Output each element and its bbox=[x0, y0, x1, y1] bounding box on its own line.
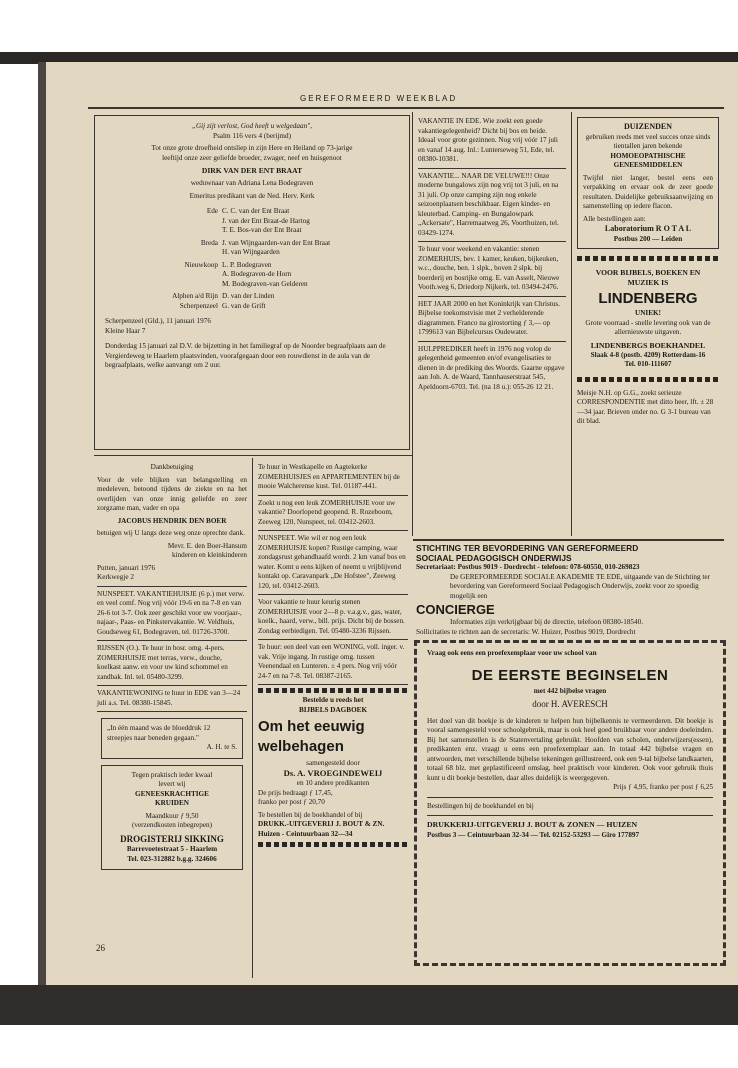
obituary-quote-ref: Psalm 116 vers 4 (berijmd) bbox=[213, 131, 291, 140]
relative-place: Alphen a/d Rijn bbox=[172, 292, 218, 301]
decorative-border bbox=[258, 842, 408, 847]
decorative-border bbox=[258, 688, 408, 693]
book-intro: Vraag ook eens een proefexemplaar voor uw school van bbox=[427, 649, 597, 657]
ad-text: Te huur: een deel van een WONING, voll. inger. v. vak. Vrije ingang. In rustige omg. tussen Veenendaal en Lunteren. ± 4 pers. Nog vrij vóór 24-7 en na 7-8. Tel. 08387-2165. bbox=[258, 643, 405, 680]
obituary-date: Scherpenzeel (Gld.), 11 januari 1976 bbox=[105, 317, 211, 326]
personal-ad: Meisje N.H. op G.G., zoekt serieuze CORRESPONDENTIE met ditto heer, lft. ± 28—34 jaar. Brieven onder no. G 3-1 bureau van dit blad. bbox=[577, 388, 714, 426]
herbs-price: Maandkuur ƒ 9,50 bbox=[145, 811, 199, 820]
obituary-title: Emeritus predikant van de Ned. Herv. Kerk bbox=[189, 191, 315, 200]
classified-ad bbox=[418, 300, 566, 342]
relative-name: A. Bodegraven-de Horn bbox=[222, 270, 292, 279]
book-sub: met 442 bijbelse vragen bbox=[533, 686, 607, 695]
classified-ad bbox=[258, 598, 408, 640]
ad-text: NUNSPEET. Wie wil er nog een leuk ZOMERHUISJE kopen? Rustige camping, waar zondagsrust gehandhaafd wordt. 2 km vanaf bos en water. Komt u eens kijken of neemt u vrijblijvend kontakt op. Caravanpark „De Hofstee", Zeeweg 120, tel. 03412-2603. bbox=[258, 534, 406, 590]
bible-publisher: Huizen - Ceintuurbaan 32—34 bbox=[258, 829, 353, 838]
school-body: De GEREFORMEERDE SOCIALE AKADEMIE TE EDE, uitgaande van de Stichting ter bevordering van Gereformeerd Sociaal Pedagogisch Onderwijs, zoekt voor zo spoedig mogelijk een bbox=[450, 572, 710, 600]
homeo-sub: gebruiken reeds met veel succes onze sinds tientallen jaren bekende bbox=[585, 132, 711, 151]
bible-intro: Bestelde u reeds het bbox=[302, 696, 364, 704]
quote-sign: A. H. te S. bbox=[206, 743, 237, 751]
linden-name: LINDENBERG bbox=[598, 290, 698, 308]
herbs-title: GENEESKRACHTIGE bbox=[135, 789, 209, 798]
classified-ad bbox=[258, 534, 408, 595]
book-body: Het doel van dit boekje is de kinderen te helpen hun bijbelkennis te vermeerderen. Dit boekje is vooral samengesteld voor schoolgebruik, maar is ook heel goed bruikbaar voor andere doeleinden. Bij het samenstellen is de Statenvertaling gebruikt. Hoofden van scholen, onderwijzers(essen), predikanten enz. vraagt u eens een proefexemplaar aan. In totaal 442 bijbelse vragen en antwoorden, met verschillende bijbelse tekeningen geïllustreerd, ook een 9-tal bijbelse landkaarten, totaal 68 blz. met geplastificeerd omslag, heel praktisch voor kinderen. Ook voor gebruik thuis kunt u dit boekje bestellen, daar alles duidelijk is weergegeven. bbox=[427, 716, 714, 782]
ad-text: VAKANTIEWONING te huur in EDE van 3—24 juli a.s. Tel. 08380-15845. bbox=[97, 689, 241, 707]
book-price: Prijs ƒ 4,95, franko per post ƒ 6,25 bbox=[613, 783, 713, 792]
thanks-body: Voor de vele blijken van belangstelling en medeleven, betoond tijdens de ziekte en na het overlijden van onze innig geliefde en zeer zorgzame man, vader en opa bbox=[97, 475, 247, 512]
school-title: STICHTING TER BEVORDERING VAN GEREFORMEERD bbox=[416, 543, 639, 553]
ad-text: NUNSPEET. VAKANTIEHUISJE (6 p.) met verw. en veel comf. Nog vrij vóór 19-6 en na 7-8 en van 26-6 tot 3-7. Ook zeer geschikt voor uw voorjaar-, najaar-, Paas- en Pinkstervakantie. W. Veldhuis, Goudseweg 61, Bodegraven, tel. 01726-3700. bbox=[97, 589, 245, 636]
linden-shop: LINDENBERGS BOEKHANDEL bbox=[590, 340, 706, 350]
book-title: DE EERSTE BEGINSELEN bbox=[471, 666, 669, 684]
homeopathy-ad bbox=[577, 117, 719, 249]
obituary-intro: leeftijd onze zeer geliefde broeder, zwager, neef en huisgenoot bbox=[162, 153, 342, 162]
herbs-address: Tel. 023-312882 b.g.g. 324606 bbox=[127, 854, 217, 863]
homeo-name: HOMOEOPATHISCHE bbox=[610, 151, 686, 160]
quote-text: „In één maand was de bloeddruk 12 streepjes naar beneden gegaan." bbox=[107, 724, 211, 742]
relative-name: G. van de Grift bbox=[222, 301, 266, 310]
scan-border-left bbox=[38, 62, 46, 988]
school-title: SOCIAAL PEDAGOGISCH ONDERWIJS bbox=[416, 553, 572, 564]
column-left bbox=[92, 460, 252, 980]
thanks-sign: Mevr. E. den Boer-Hansum bbox=[167, 541, 247, 550]
relative-place: Nieuwkoop bbox=[184, 260, 218, 269]
herbs-shop: DROGISTERIJ SIKKING bbox=[120, 833, 224, 844]
linden-unique: UNIEK! bbox=[635, 309, 661, 318]
linden-address: Slaak 4-8 (postb. 4209) Rotterdam-16 bbox=[590, 350, 706, 359]
publication-title: GEREFORMEERD WEEKBLAD bbox=[300, 94, 458, 103]
bible-author: Ds. A. VROEGINDEWEIJ bbox=[283, 768, 383, 778]
ad-text: Voor vakantie te huur keurig stenen ZOMERHUISJE voor 2—8 p. v.a.g.v., gas, water, koelk., haard, verw., bill. prijs. Dicht bij de bossen. Zondag eerbiedigen. Tel. 05480-3236 Rijssen. bbox=[258, 598, 405, 635]
obituary-intro: Tot onze grote droefheid ontsliep in zijn Here en Heiland op 73-jarige bbox=[151, 144, 353, 152]
classified-ad bbox=[418, 245, 566, 297]
homeo-lab: Postbus 200 — Leiden bbox=[613, 234, 683, 243]
book-address: Postbus 3 — Ceintuurbaan 32-34 — Tel. 02152-53293 — Giro 177897 bbox=[427, 830, 640, 839]
page-header bbox=[300, 94, 560, 106]
obituary-widower: weduwnaar van Adriana Lena Bodegraven bbox=[190, 179, 314, 188]
bible-publisher: DRUKK.-UITGEVERIJ J. BOUT & ZN. bbox=[258, 820, 385, 829]
ad-text: VAKANTIE... NAAR DE VELUWE!!! Onze moderne bungalows zijn nog vrij tot 3 juli, en na 31 juli. Op onze camping zijn nog enkele seizoenplaatsen beschikbaar. Eigen kinder- en kleuterbad. Camping- en Bungalowpark „Ackersate", Harremaatweg 26, Voorthuizen, tel. 03429-1274. bbox=[418, 171, 559, 237]
column-middle bbox=[253, 460, 413, 980]
herbs-title: KRUIDEN bbox=[155, 799, 189, 807]
book-ad bbox=[414, 640, 726, 966]
relative-place: Ede bbox=[206, 207, 218, 216]
bible-title: welbehagen bbox=[258, 738, 344, 756]
ad-text: HET JAAR 2000 en het Koninkrijk van Christus. Bijbelse toekomstvisie met 2 verhelderende diagrammen. Franco na girostorting ƒ 3,— op 1799613 van Bijbelcursus Oudewater. bbox=[418, 299, 561, 336]
ad-text: RIJSSEN (O.). Te huur in bosr. omg. 4-pers. ZOMERHUISJE met terras, verw., douche, koelkast aanw. en voor uw kind schommel en zandbak. Inl. tel. 05480-3299. bbox=[97, 644, 228, 681]
homeo-name: GENEESMIDDELEN bbox=[613, 161, 683, 170]
book-order: Bestellingen bij de boekhandel en bij bbox=[427, 801, 534, 810]
relative-place: Scherpenzeel bbox=[179, 301, 218, 310]
header-rule bbox=[88, 107, 724, 109]
relative-place: Breda bbox=[200, 238, 218, 247]
relative-name: D. van der Linden bbox=[222, 292, 275, 301]
decorative-border bbox=[577, 377, 719, 382]
linden-tel: Tel. 010-111607 bbox=[624, 360, 672, 369]
relative-name: C. C. van der Ent Braat bbox=[222, 207, 290, 216]
obituary-notice bbox=[94, 115, 410, 450]
homeo-lab: Laboratorium R O T A L bbox=[604, 224, 692, 234]
school-sollicitaties: Sollicitaties te richten aan de secretaris: W. Huizer, Postbus 9019, Dordrecht bbox=[416, 627, 636, 635]
obituary-relatives bbox=[105, 207, 399, 311]
thanks-name: JACOBUS HENDRIK DEN BOER bbox=[117, 516, 227, 525]
obituary-address: Kleine Haar 7 bbox=[105, 326, 146, 335]
herbs-ad bbox=[101, 765, 243, 871]
book-author: door H. AVERESCH bbox=[532, 699, 608, 709]
relative-name: T. E. Bos-van der Ent Braat bbox=[222, 226, 302, 235]
thanks-place: Kerkwegje 2 bbox=[97, 573, 134, 581]
bible-price: De prijs bedraagt ƒ 17,45, bbox=[258, 788, 333, 797]
thanks-sign: kinderen en kleinkinderen bbox=[171, 551, 247, 559]
herbs-intro: Tegen praktisch ieder kwaal bbox=[131, 770, 213, 779]
bible-diary-ad bbox=[258, 696, 408, 839]
classified-ad bbox=[97, 590, 247, 642]
relative-name: J. van Wijngaarden-van der Ent Braat bbox=[222, 238, 331, 247]
homeo-body: Twijfel niet langer, bestel eens een verpakking en ervaar ook de zeer goede resultaten. Duidelijke gebruiksaanwijzing en samenstelling op iedere flacon. bbox=[583, 173, 713, 211]
bible-order: Te bestellen bij de boekhandel of bij bbox=[258, 810, 363, 819]
ad-text: VAKANTIE IN EDE. Wie zoekt een goede vakantiegelegenheid? Dicht bij bos en heide. Ideaal voor grote gezinnen. Nog vrij vóór 17 juli en vanaf 14 aug. Inl.: Lunterseweg 51, Ede, tel. 08380-10381. bbox=[418, 117, 558, 163]
relative-name: L. P. Bodegraven bbox=[222, 260, 272, 269]
classified-ad bbox=[258, 499, 408, 532]
classified-ad bbox=[418, 117, 566, 169]
linden-head: MUZIEK IS bbox=[627, 278, 669, 288]
homeo-title: DUIZENDEN bbox=[623, 122, 672, 131]
thanks-place: Putten, januari 1976 bbox=[97, 563, 156, 572]
obituary-name: DIRK VAN DER ENT BRAAT bbox=[201, 166, 303, 175]
book-publisher: DRUKKERIJ-UITGEVERIJ J. BOUT & ZONEN — HUIZEN bbox=[427, 820, 638, 830]
school-info: Informaties zijn verkrijgbaar bij de directie, telefoon 08380-18540. bbox=[450, 618, 643, 627]
relative-name: H. van Wijngaarden bbox=[222, 248, 280, 257]
school-vacancy: CONCIERGE bbox=[416, 602, 495, 618]
bible-by: samengesteld door bbox=[306, 758, 360, 767]
classified-ad bbox=[258, 463, 408, 496]
ad-text: Zoekt u nog een leuk ZOMERHUISJE voor uw vakantie? Doorlopend geopend. R. Rozeboom, Zeeweg 120, Nunspeet, tel. 03412-2603. bbox=[258, 498, 396, 526]
ad-text: Te huur in Westkapelle en Aagtekerke ZOMERHUISJES en APPARTEMENTEN bij de mooie Walcherense kust. Tel. 01187-441. bbox=[258, 463, 400, 490]
obituary-quote: „Gij zijt verlost, God heeft u welgedaan", bbox=[191, 122, 312, 130]
classified-ad bbox=[418, 345, 566, 396]
ad-text: Te huur voor weekend en vakantie: stenen ZOMERHUIS, bev. 1 kamer, keuken, bijkeuken, w.c., douche, ben. 1 slpk., boven 2 slpk. bij boerderij en bosrijke omg. E. van Asselt, Nieuwe Vooth.weg 6, Driedorp Nijkerk, tel. 03494-2476. bbox=[418, 245, 560, 291]
relative-name: M. Bodegraven-van Gelderen bbox=[222, 279, 308, 288]
herbs-price: (verzendkosten inbegrepen) bbox=[131, 821, 213, 829]
decorative-border bbox=[577, 256, 719, 261]
bible-subject: BIJBELS DAGBOEK bbox=[298, 705, 368, 714]
thanks-notice bbox=[97, 463, 247, 587]
scan-border-bottom bbox=[0, 985, 738, 1025]
thanks-body: betuigen wij U langs deze weg onze oprechte dank. bbox=[97, 529, 245, 537]
bible-others: en 10 andere predikanten bbox=[296, 779, 370, 788]
column-4 bbox=[572, 114, 724, 538]
column-3 bbox=[413, 114, 571, 538]
classified-ad bbox=[258, 643, 408, 685]
quote-ad bbox=[101, 718, 243, 759]
bible-price: franko per post ƒ 20,70 bbox=[258, 798, 325, 807]
ad-text: HULPPREDIKER heeft in 1976 nog volop de gelegenheid gemeenten en/of evangelisaties te dienen in de prediking des Woords. Gaarne opgave aan Joh. A. de Waard, Tannhauserstraat 545, Apeldoorn-6703. Tel. (na 18 u.): 055-26 12 21. bbox=[418, 344, 565, 391]
page-number: 26 bbox=[96, 943, 105, 953]
classified-ad bbox=[418, 172, 566, 243]
section-rule bbox=[413, 539, 724, 541]
classified-ad bbox=[97, 689, 247, 712]
school-secretariat: Secretariaat: Postbus 9019 - Dordrecht - telefoon: 078-60550, 010-269823 bbox=[416, 563, 640, 572]
herbs-intro: levert wij bbox=[158, 780, 186, 788]
relative-name: J. van der Ent Braat-de Hartog bbox=[222, 216, 310, 225]
section-rule bbox=[94, 455, 412, 456]
linden-body: Grote voorraad - snelle levering ook van de allernieuwste uitgaven. bbox=[585, 318, 711, 337]
school-announcement bbox=[416, 543, 726, 635]
bible-title: Om het eeuwig bbox=[258, 718, 365, 735]
linden-head: VOOR BIJBELS, BOEKEN EN bbox=[595, 268, 701, 278]
homeo-order: Alle bestellingen aan: bbox=[583, 214, 646, 223]
classified-ad bbox=[97, 644, 247, 686]
herbs-address: Barrevoetestraat 5 - Haarlem bbox=[126, 845, 218, 854]
obituary-funeral: Donderdag 15 januari zal D.V. de bijzetting in het familiegraf op de Noorder begraafplaats aan de Vergierdeweg te Haarlem plaatsvinden, voorafgegaan door een rouwdienst in de aula van de begraafplaats, welke aanvangt om 2 uur. bbox=[105, 342, 386, 370]
lindenberg-ad bbox=[577, 268, 719, 370]
thanks-title: Dankbetuiging bbox=[150, 463, 194, 471]
